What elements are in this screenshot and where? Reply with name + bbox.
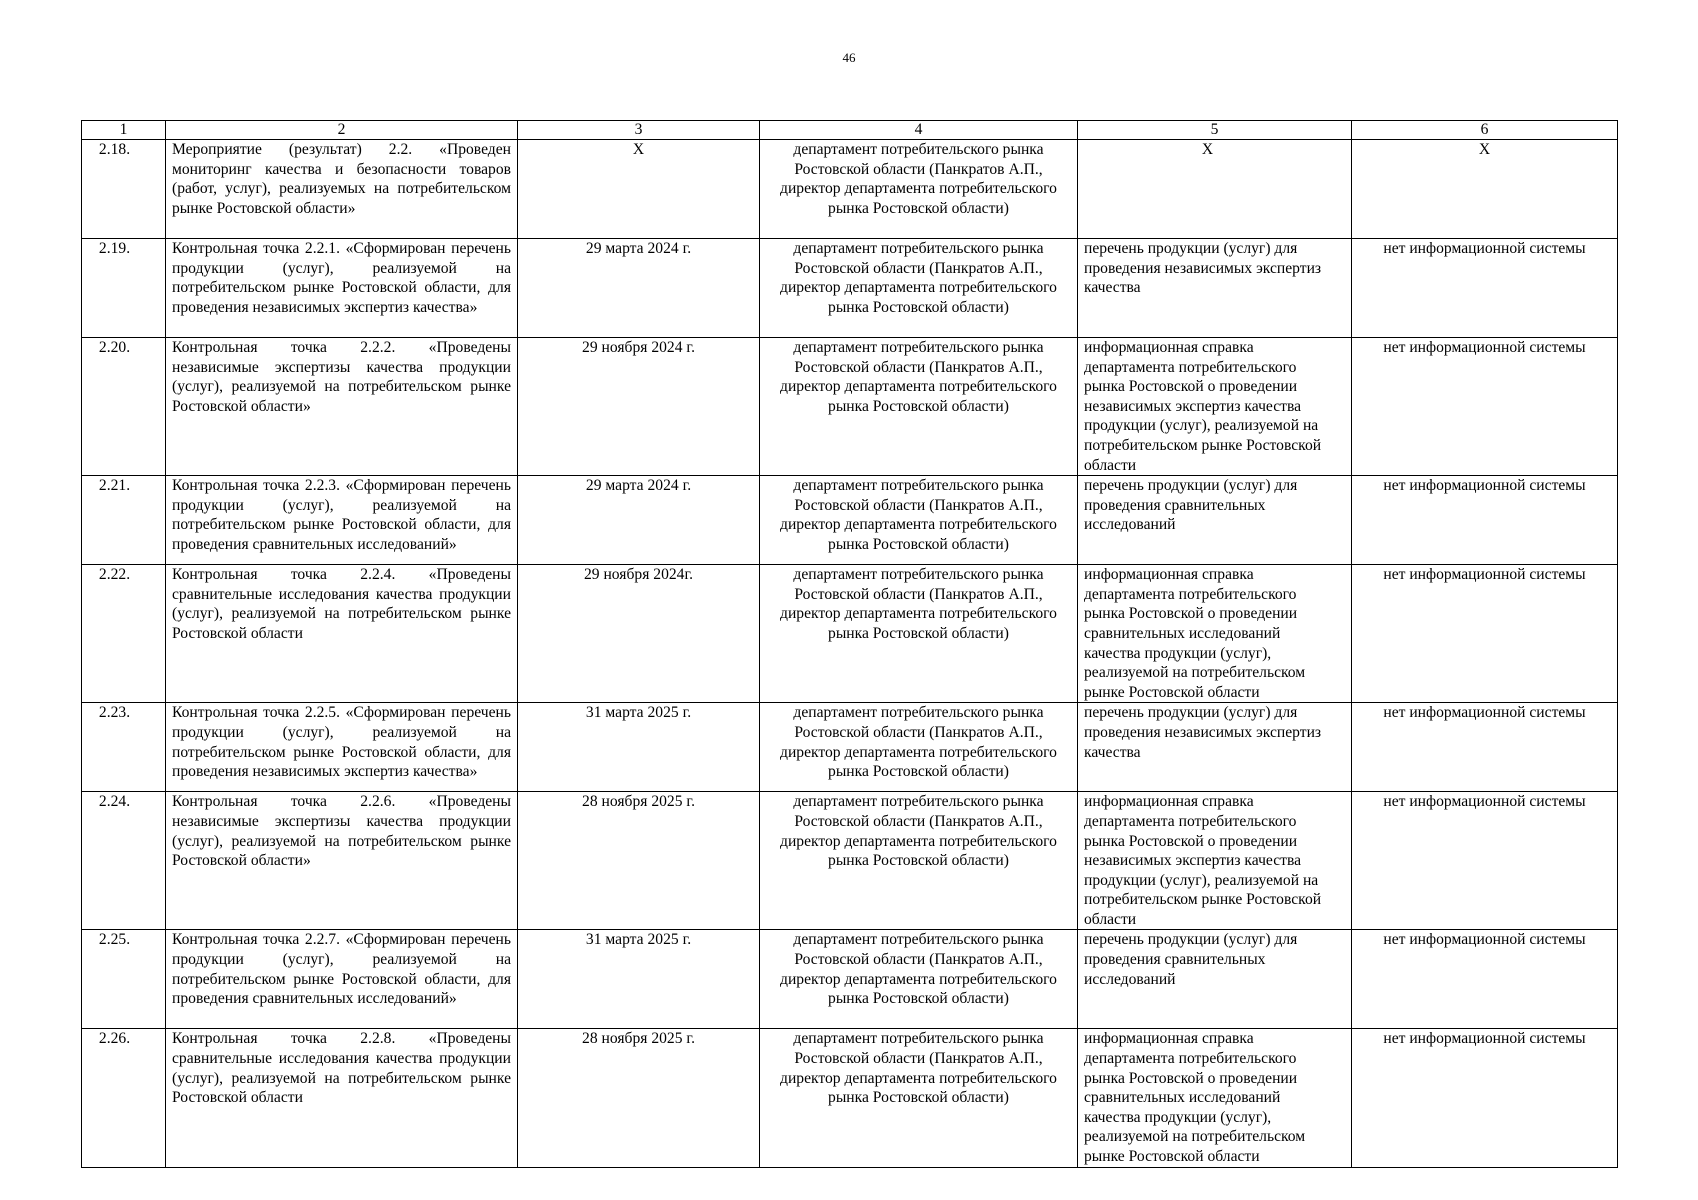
table-row [82,792,1618,930]
measure-name: Контрольная точка 2.2.1. «Сформирован перечень продукции (услуг), реализуемой на потребительском рынке Ростовской области, для проведения независимых экспертиз качества» [166,239,518,338]
information-system: нет информационной системы [1352,565,1618,703]
header-cell: 2 [166,121,518,140]
header-cell: 6 [1352,121,1618,140]
confirming-document: информационная справка департамента потребительского рынка Ростовской о проведении независимых экспертиз качества продукции (услуг), реализуемой на потребительском рынке Ростовской области [1078,338,1352,476]
due-date: 31 марта 2025 г. [518,703,760,792]
page-number: 46 [842,50,856,65]
confirming-document: информационная справка департамента потребительского рынка Ростовской о проведении сравнительных исследований качества продукции (услуг), реализуемой на потребительском рынке Ростовской области [1078,565,1352,703]
information-system: нет информационной системы [1352,338,1618,476]
confirming-document: информационная справка департамента потребительского рынка Ростовской о проведении сравнительных исследований качества продукции (услуг), реализуемой на потребительском рынке Ростовской области [1078,1029,1352,1167]
row-number: 2.25. [82,930,166,1029]
header-cell: 3 [518,121,760,140]
header-cell: 4 [760,121,1078,140]
measure-name: Мероприятие (результат) 2.2. «Проведен мониторинг качества и безопасности товаров (работ, услуг), реализуемых на потребительском рынке Ростовской области» [166,140,518,239]
information-system: нет информационной системы [1352,1029,1618,1167]
measure-name: Контрольная точка 2.2.5. «Сформирован перечень продукции (услуг), реализуемой на потребительском рынке Ростовской области, для проведения независимых экспертиз качества» [166,703,518,792]
due-date: 29 марта 2024 г. [518,476,760,565]
measure-name: Контрольная точка 2.2.4. «Проведены сравнительные исследования качества продукции (услуг), реализуемой на потребительском рынке Ростовской области [166,565,518,703]
information-system: нет информационной системы [1352,930,1618,1029]
responsible-executor: департамент потребительского рынка Ростовской области (Панкратов А.П., директор департамента потребительского рынка Ростовской области) [760,239,1078,338]
due-date: 31 марта 2025 г. [518,930,760,1029]
information-system: нет информационной системы [1352,792,1618,930]
row-number: 2.24. [82,792,166,930]
confirming-document: информационная справка департамента потребительского рынка Ростовской о проведении независимых экспертиз качества продукции (услуг), реализуемой на потребительском рынке Ростовской области [1078,792,1352,930]
row-number: 2.21. [82,476,166,565]
responsible-executor: департамент потребительского рынка Ростовской области (Панкратов А.П., директор департамента потребительского рынка Ростовской области) [760,930,1078,1029]
header-cell: 5 [1078,121,1352,140]
due-date: 29 ноября 2024г. [518,565,760,703]
table-row [82,703,1618,792]
responsible-executor: департамент потребительского рынка Ростовской области (Панкратов А.П., директор департамента потребительского рынка Ростовской области) [760,703,1078,792]
row-number: 2.18. [82,140,166,239]
row-number: 2.23. [82,703,166,792]
plan-table [81,120,1618,1168]
responsible-executor: департамент потребительского рынка Ростовской области (Панкратов А.П., директор департамента потребительского рынка Ростовской области) [760,792,1078,930]
information-system: X [1352,140,1618,239]
table-row [82,140,1618,239]
confirming-document: перечень продукции (услуг) для проведения независимых экспертиз качества [1078,239,1352,338]
confirming-document: перечень продукции (услуг) для проведения сравнительных исследований [1078,476,1352,565]
row-number: 2.20. [82,338,166,476]
header-row [82,121,1618,140]
due-date: 28 ноября 2025 г. [518,792,760,930]
table-row [82,565,1618,703]
measure-name: Контрольная точка 2.2.7. «Сформирован перечень продукции (услуг), реализуемой на потребительском рынке Ростовской области, для проведения сравнительных исследований» [166,930,518,1029]
information-system: нет информационной системы [1352,703,1618,792]
measure-name: Контрольная точка 2.2.6. «Проведены независимые экспертизы качества продукции (услуг), реализуемой на потребительском рынке Ростовской области» [166,792,518,930]
due-date: 29 ноября 2024 г. [518,338,760,476]
row-number: 2.26. [82,1029,166,1167]
responsible-executor: департамент потребительского рынка Ростовской области (Панкратов А.П., директор департамента потребительского рынка Ростовской области) [760,338,1078,476]
due-date: X [518,140,760,239]
row-number: 2.19. [82,239,166,338]
measure-name: Контрольная точка 2.2.2. «Проведены независимые экспертизы качества продукции (услуг), реализуемой на потребительском рынке Ростовской области» [166,338,518,476]
responsible-executor: департамент потребительского рынка Ростовской области (Панкратов А.П., директор департамента потребительского рынка Ростовской области) [760,140,1078,239]
due-date: 28 ноября 2025 г. [518,1029,760,1167]
table-row [82,338,1618,476]
due-date: 29 марта 2024 г. [518,239,760,338]
information-system: нет информационной системы [1352,239,1618,338]
confirming-document: X [1078,140,1352,239]
row-number: 2.22. [82,565,166,703]
table-row [82,239,1618,338]
table-row [82,476,1618,565]
measure-name: Контрольная точка 2.2.8. «Проведены сравнительные исследования качества продукции (услуг), реализуемой на потребительском рынке Ростовской области [166,1029,518,1167]
header-cell: 1 [82,121,166,140]
responsible-executor: департамент потребительского рынка Ростовской области (Панкратов А.П., директор департамента потребительского рынка Ростовской области) [760,1029,1078,1167]
confirming-document: перечень продукции (услуг) для проведения сравнительных исследований [1078,930,1352,1029]
confirming-document: перечень продукции (услуг) для проведения независимых экспертиз качества [1078,703,1352,792]
table-row [82,1029,1618,1167]
responsible-executor: департамент потребительского рынка Ростовской области (Панкратов А.П., директор департамента потребительского рынка Ростовской области) [760,476,1078,565]
responsible-executor: департамент потребительского рынка Ростовской области (Панкратов А.П., директор департамента потребительского рынка Ростовской области) [760,565,1078,703]
information-system: нет информационной системы [1352,476,1618,565]
measure-name: Контрольная точка 2.2.3. «Сформирован перечень продукции (услуг), реализуемой на потребительском рынке Ростовской области, для проведения сравнительных исследований» [166,476,518,565]
table-row [82,930,1618,1029]
